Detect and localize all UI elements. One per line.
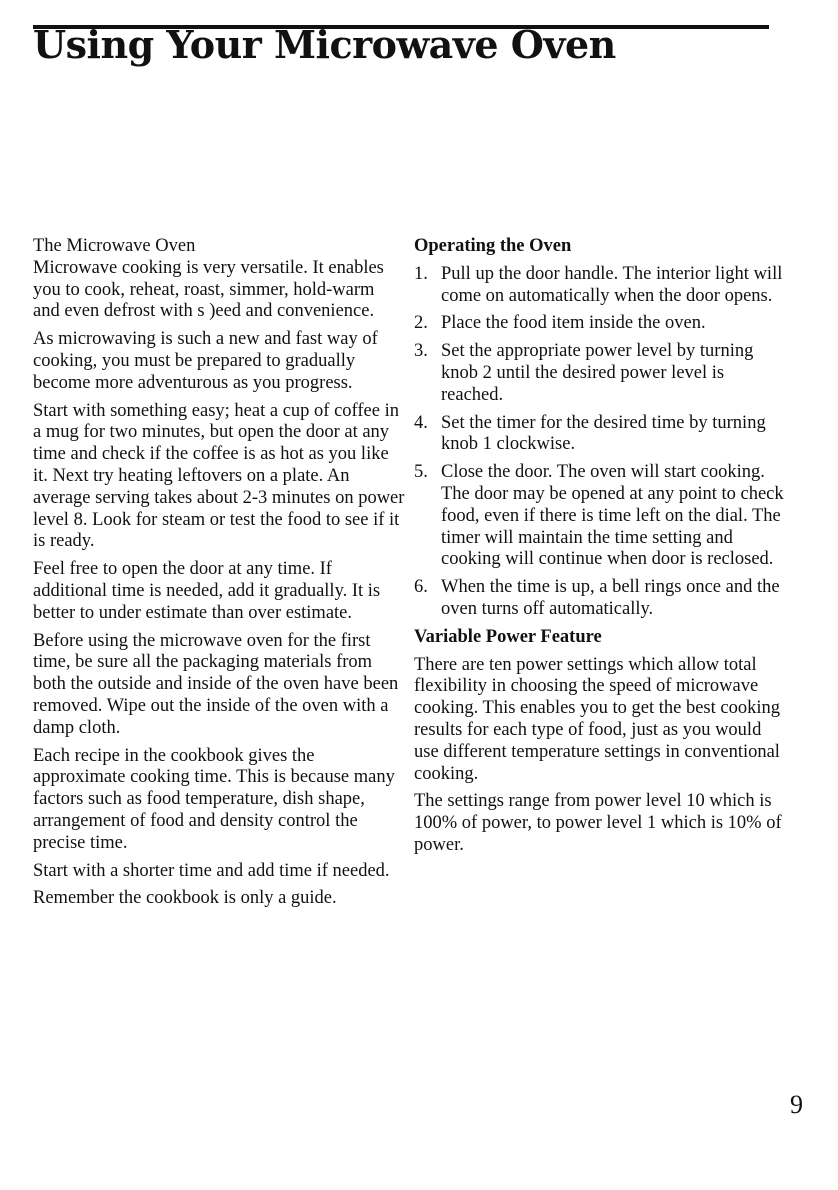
list-item xyxy=(414,413,786,457)
section-heading-operating: Operating the Oven xyxy=(414,236,572,256)
step-text: Place the food item inside the oven. xyxy=(441,313,706,334)
right-column xyxy=(414,236,786,863)
step-text: Close the door. The oven will start cooking. The door may be opened at any point to check food, even if there is time left on the dial. The timer will maintain the time setting and cooking will continue when door is reclosed. xyxy=(441,462,784,570)
step-text: Set the timer for the desired time by turning knob 1 clockwise. xyxy=(441,412,766,455)
page-number: 9 xyxy=(790,1090,803,1119)
paragraph-shorter-time: Start with a shorter time and add time if needed. xyxy=(33,860,390,881)
paragraph-each-recipe: Each recipe in the cookbook gives the approximate cooking time. This is because many factors such as food temperature, dish shape, arrangement of food and density control the precise time. xyxy=(33,745,395,853)
left-column xyxy=(33,236,405,916)
step-number: 5. xyxy=(414,462,428,483)
paragraph-start-easy: Start with something easy; heat a cup of coffee in a mug for two minutes, but open the door at any time and check if the coffee is as hot as you like it. Next try heating leftovers on a plate. An average serving takes about 2-3 minutes on power level 8. Look for steam or test the food to see if it is ready. xyxy=(33,400,405,552)
operating-steps-list xyxy=(414,264,786,621)
list-item xyxy=(414,462,786,571)
paragraph-before-using: Before using the microwave oven for the first time, be sure all the packaging materials from both the outside and inside of the oven have been removed. Wipe out the inside of the oven with a damp cloth. xyxy=(33,630,399,738)
step-number: 6. xyxy=(414,577,428,598)
step-number: 2. xyxy=(414,313,428,334)
section-heading-variable-power: Variable Power Feature xyxy=(414,626,602,647)
step-text: Pull up the door handle. The interior light will come on automatically when the door opens. xyxy=(441,263,783,306)
paragraph-guide: Remember the cookbook is only a guide. xyxy=(33,888,337,909)
paragraph-versatile: Microwave cooking is very versatile. It enables you to cook, reheat, roast, simmer, hold-warm and even defrost with s )eed and convenience. xyxy=(33,257,384,322)
list-item xyxy=(414,313,786,335)
list-item xyxy=(414,577,786,621)
paragraph-open-door: Feel free to open the door at any time. If additional time is needed, add it gradually. It is better to under estimate than over estimate. xyxy=(33,559,381,623)
page-title: Using Your Microwave Oven xyxy=(33,22,616,67)
paragraph-settings-range: The settings range from power level 10 which is 100% of power, to power level 1 which is 10% of power. xyxy=(414,791,782,855)
step-number: 4. xyxy=(414,412,428,433)
section-heading-microwave-oven: The Microwave Oven xyxy=(33,236,196,256)
step-text: Set the appropriate power level by turning knob 2 until the desired power level is reached. xyxy=(441,341,754,405)
step-number: 3. xyxy=(414,341,428,362)
list-item xyxy=(414,264,786,308)
step-text: When the time is up, a bell rings once and the oven turns off automatically. xyxy=(441,577,780,619)
paragraph-ten-settings: There are ten power settings which allow total flexibility in choosing the speed of microwave cooking. This enables you to get the best cooking results for each type of food, just as you would use different temperature settings in conventional cooking. xyxy=(414,654,780,784)
step-number: 1. xyxy=(414,263,428,284)
paragraph-new-fast-way: As microwaving is such a new and fast way of cooking, you must be prepared to gradually become more adventurous as you progress. xyxy=(33,329,378,393)
list-item xyxy=(414,341,786,406)
